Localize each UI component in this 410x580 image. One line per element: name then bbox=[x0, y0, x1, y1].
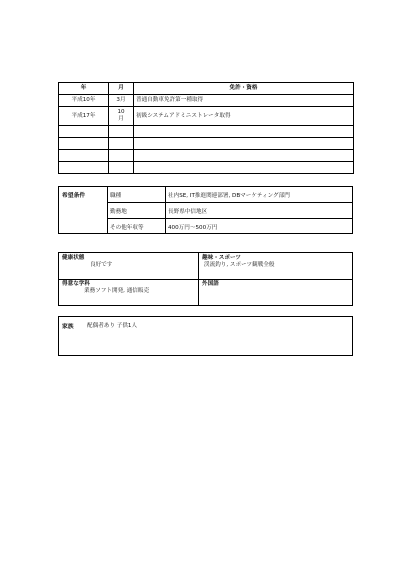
language-cell bbox=[202, 281, 350, 288]
license-year: 平成10年 bbox=[59, 95, 109, 107]
health-value: 良好です bbox=[90, 262, 113, 268]
family-box bbox=[58, 316, 353, 356]
family-value: 配偶者あり 子供1人 bbox=[87, 323, 138, 329]
license-item bbox=[134, 150, 354, 162]
hobby-label: 趣味・スポーツ bbox=[202, 255, 241, 261]
license-row bbox=[59, 95, 354, 107]
license-item: 普通自動車免許第一種取得 bbox=[134, 95, 354, 107]
condition-label: 勤務地 bbox=[108, 203, 166, 219]
condition-row bbox=[108, 187, 353, 203]
year-header: 年 bbox=[59, 83, 109, 95]
license-row bbox=[59, 107, 354, 126]
family-label: 家族 bbox=[62, 324, 74, 330]
health-label: 健康状態 bbox=[62, 255, 85, 261]
license-row bbox=[59, 138, 354, 150]
license-month-line: 10 bbox=[117, 109, 125, 115]
condition-label: 職種 bbox=[108, 187, 166, 203]
license-month bbox=[109, 126, 134, 138]
desired-conditions-table bbox=[107, 187, 352, 234]
condition-row bbox=[108, 219, 353, 235]
condition-row bbox=[108, 203, 353, 219]
health-cell bbox=[62, 255, 196, 269]
condition-value: 社内SE, IT推進関連部署, DBマーケティング部門 bbox=[166, 187, 353, 203]
license-row bbox=[59, 162, 354, 174]
month-header: 月 bbox=[109, 83, 134, 95]
subject-cell bbox=[62, 281, 196, 295]
condition-label: その他年収等 bbox=[108, 219, 166, 235]
license-table bbox=[58, 82, 354, 174]
license-item bbox=[134, 138, 354, 150]
subject-value: 業務ソフト開発, 通信販売 bbox=[84, 288, 150, 294]
language-label: 外国語 bbox=[202, 281, 219, 287]
license-item bbox=[134, 162, 354, 174]
license-header: 免許・資格 bbox=[134, 83, 354, 95]
license-item: 初級システムアドミニストレータ取得 bbox=[134, 107, 354, 126]
license-month bbox=[109, 107, 134, 126]
license-year: 平成17年 bbox=[59, 107, 109, 126]
license-row bbox=[59, 150, 354, 162]
license-year bbox=[59, 162, 109, 174]
subject-label: 得意な学科 bbox=[62, 281, 90, 287]
license-month-line: 月 bbox=[118, 116, 124, 122]
desired-conditions-title: 希望条件 bbox=[62, 193, 86, 199]
desired-conditions-box bbox=[58, 186, 353, 234]
divider bbox=[59, 279, 352, 280]
license-row bbox=[59, 126, 354, 138]
personal-info-box bbox=[58, 252, 353, 306]
license-month bbox=[109, 150, 134, 162]
hobby-cell bbox=[202, 255, 350, 269]
hobby-value: 渓流釣り, スポーツ観戦全般 bbox=[204, 262, 275, 268]
license-year bbox=[59, 138, 109, 150]
condition-value: 400万円～500万円 bbox=[166, 219, 353, 235]
license-header-row bbox=[59, 83, 354, 95]
license-year bbox=[59, 150, 109, 162]
license-month bbox=[109, 162, 134, 174]
license-month: 3月 bbox=[109, 95, 134, 107]
license-item bbox=[134, 126, 354, 138]
license-year bbox=[59, 126, 109, 138]
license-month bbox=[109, 138, 134, 150]
condition-value: 長野県中信地区 bbox=[166, 203, 353, 219]
